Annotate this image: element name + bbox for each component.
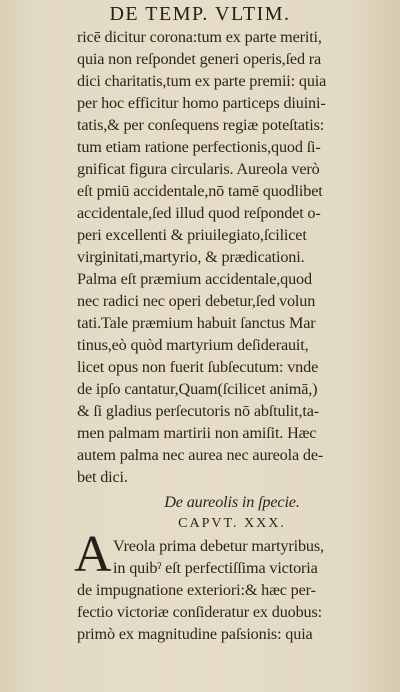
- text-line: & ſi gladius perſecutoris nō abſtulit,ta-: [77, 402, 320, 420]
- text-line: autem palma nec aurea nec aureola de-: [77, 446, 324, 464]
- chapter-heading: CAPVT. XXX.: [178, 516, 286, 531]
- text-line: nec radici nec operi debetur,ſed volun: [77, 292, 316, 310]
- text-line: de ipſo cantatur,Quam(ſcilicet animā,): [77, 380, 318, 398]
- text-line: virginitati,martyrio, & prædicationi.: [77, 248, 305, 266]
- text-line: accidentale,ſed illud quod reſpondet o-: [77, 204, 321, 222]
- chapter-line: fectio victoriæ conſideratur ex duobus:: [77, 603, 322, 621]
- section-heading: De aureolis in ſpecie.: [164, 493, 300, 511]
- text-line: bet dici.: [77, 468, 128, 486]
- chapter-line: Vreola prima debetur martyribus,: [113, 537, 324, 555]
- text-line: per hoc efficitur homo particeps diuini-: [77, 94, 326, 112]
- running-head: DE TEMP. VLTIM.: [109, 3, 291, 25]
- text-line: tinus,eò quòd martyrium deſiderauit,: [77, 336, 309, 354]
- chapter-line: in quibˀ eſt perfectiſſima victoria: [113, 559, 318, 577]
- text-line: tum etiam ratione perfectionis,quod ſi-: [77, 138, 321, 156]
- text-line: quia non reſpondet generi operis,ſed ra: [77, 50, 322, 68]
- chapter-line: primò ex magnitudine paſsionis: quia: [77, 625, 313, 643]
- text-line: gnificat figura circularis. Aureola verò: [77, 160, 320, 178]
- chapter-line: de impugnatione exteriori:& hæc per-: [77, 581, 316, 599]
- text-line: peri excellenti & priuilegiato,ſcilicet: [77, 226, 307, 244]
- text-line: ricē dicitur corona:tum ex parte meriti,: [77, 28, 322, 46]
- text-line: tatis,& per conſequens regiæ poteſtatis:: [77, 116, 325, 134]
- text-line: men palmam martirii non amiſit. Hæc: [77, 424, 317, 442]
- text-line: eſt pmiū accidentale,nō tamē quodlibet: [77, 182, 323, 200]
- text-line: licet opus non fuerit ſubſecutum: vnde: [77, 358, 319, 376]
- text-line: Palma eſt præmium accidentale,quod: [77, 270, 312, 288]
- text-line: tati.Tale præmium habuit ſanctus Mar: [77, 314, 316, 332]
- drop-initial: A: [74, 526, 112, 583]
- text-line: dici charitatis,tum ex parte premii: quia: [77, 72, 327, 90]
